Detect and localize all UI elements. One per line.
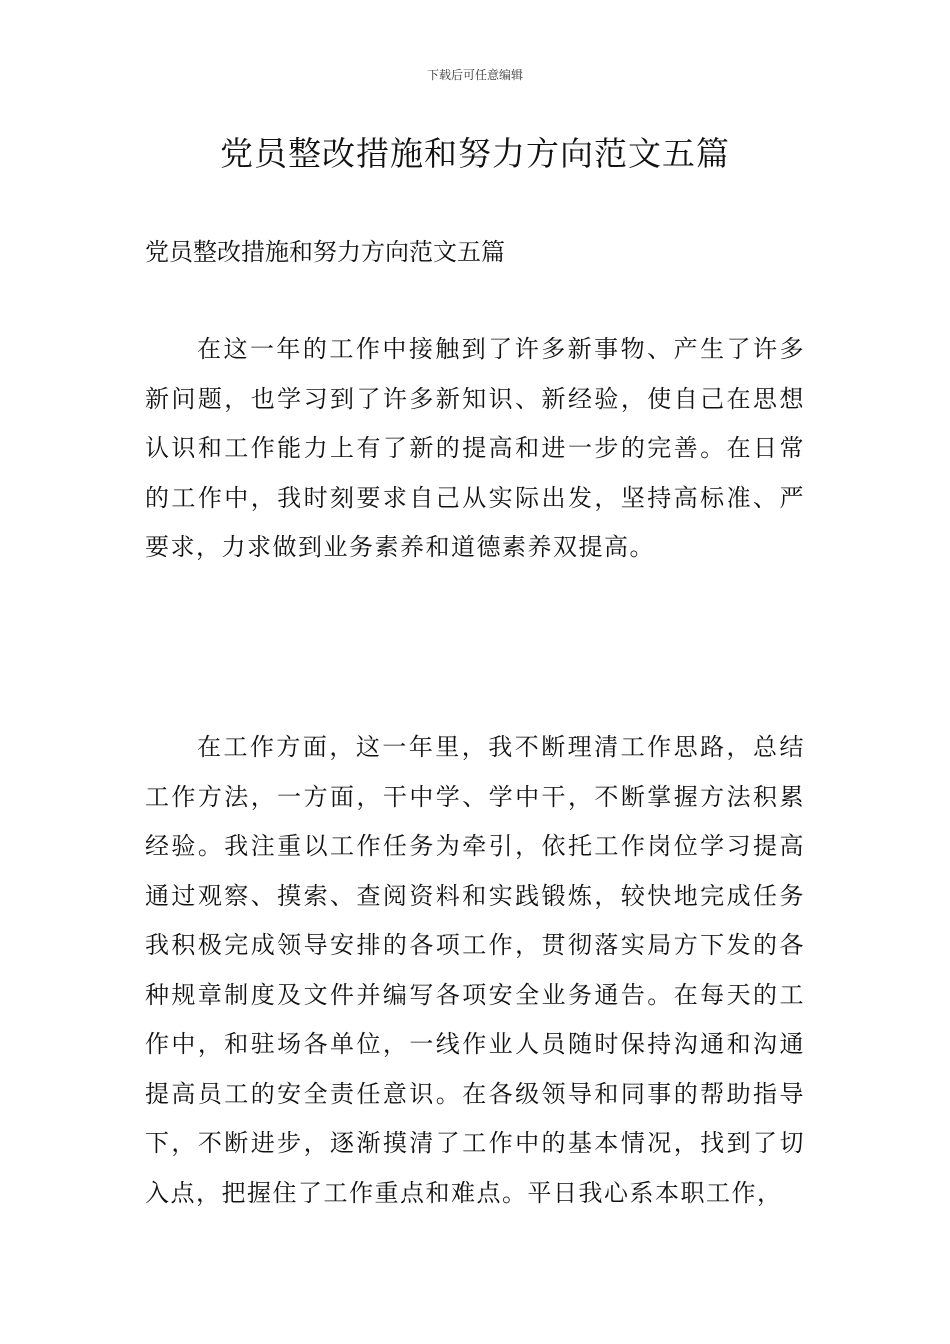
document-title: 党员整改措施和努力方向范文五篇 (220, 134, 730, 173)
header-note: 下载后可任意编辑 (426, 68, 523, 82)
document-subtitle: 党员整改措施和努力方向范文五篇 (145, 238, 505, 266)
body-paragraph-1: 在这一年的工作中接触到了许多新事物、产生了许多新问题，也学习到了许多新知识、新经验，使自己在思想认识和工作能力上有了新的提高和进一步的完善。在日常的工作中，我时刻要求自己从实际出发，坚持高标准、严要求，力求做到业务素养和道德素养双提高。 (145, 335, 805, 561)
body-paragraph-2: 在工作方面，这一年里，我不断理清工作思路，总结工作方法，一方面，干中学、学中干，不断掌握方法积累经验。我注重以工作任务为牵引，依托工作岗位学习提高通过观察、摸索、查阅资料和实践锻炼，较快地完成任务我积极完成领导安排的各项工作，贯彻落实局方下发的各种规章制度及文件并编写各项安全业务通告。在每天的工作中，和驻场各单位，一线作业人员随时保持沟通和沟通提高员工的安全责任意识。在各级领导和同事的帮助指导下，不断进步，逐渐摸清了工作中的基本情况，找到了切入点，把握住了工作重点和难点。平日我心系本职工作， (145, 733, 805, 1207)
